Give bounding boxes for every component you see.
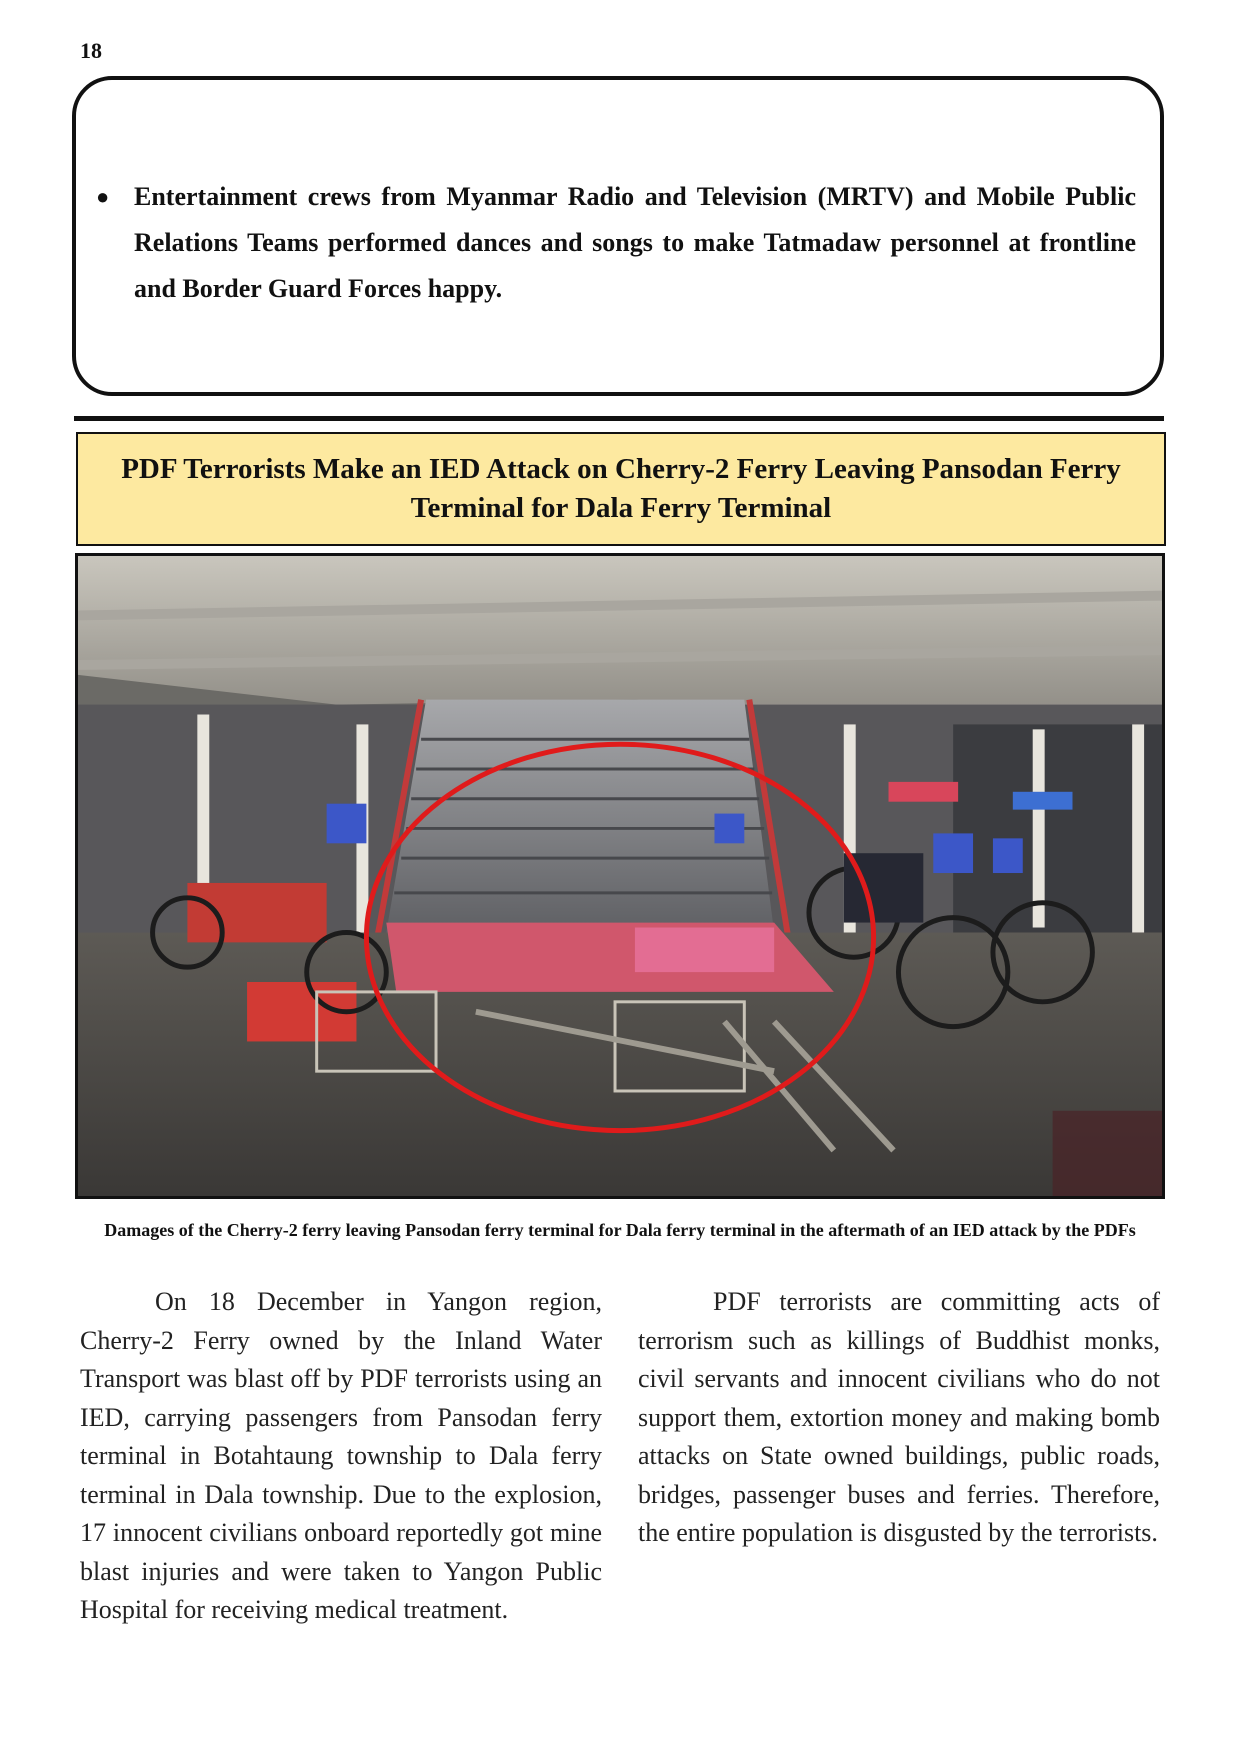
article-paragraph: PDF terrorists are committing acts of terrorism such as killings of Buddhist monks, civil servants and innocent civilians who do not support them, extortion money and making bomb attacks on State owned buildings, public roads, bridges, passenger buses and ferries. Therefore, the entire population is disgusted by the terrorists.: [638, 1287, 1160, 1547]
article-photo: [75, 553, 1165, 1199]
photo-caption: Damages of the Cherry-2 ferry leaving Pansodan ferry terminal for Dala ferry terminal in the aftermath of an IED attack by the PDFs: [104, 1220, 1136, 1240]
bullet-icon: ●: [96, 184, 110, 209]
page-number: 18: [80, 38, 102, 63]
ferry-damage-photo: [78, 556, 1162, 1196]
article-headline: PDF Terrorists Make an IED Attack on Cherry-2 Ferry Leaving Pansodan Ferry Terminal for Dala Ferry Terminal: [121, 453, 1121, 524]
headline-box: [76, 432, 1166, 546]
highlight-box: [72, 76, 1164, 396]
bullet-item: [96, 174, 1136, 312]
bullet-text: Entertainment crews from Myanmar Radio and Television (MRTV) and Mobile Public Relations Teams performed dances and songs to make Tatmadaw personnel at frontline and Border Guard Forces happy.: [134, 182, 1136, 303]
section-divider: [74, 416, 1164, 421]
article-paragraph: On 18 December in Yangon region, Cherry-2 Ferry owned by the Inland Water Transport was blast off by PDF terrorists using an IED, carrying passengers from Pansodan ferry terminal in Botahtaung township to Dala ferry terminal in Dala township. Due to the explosion, 17 innocent civilians onboard reportedly got mine blast injuries and were taken to Yangon Public Hospital for receiving medical treatment.: [80, 1287, 602, 1624]
